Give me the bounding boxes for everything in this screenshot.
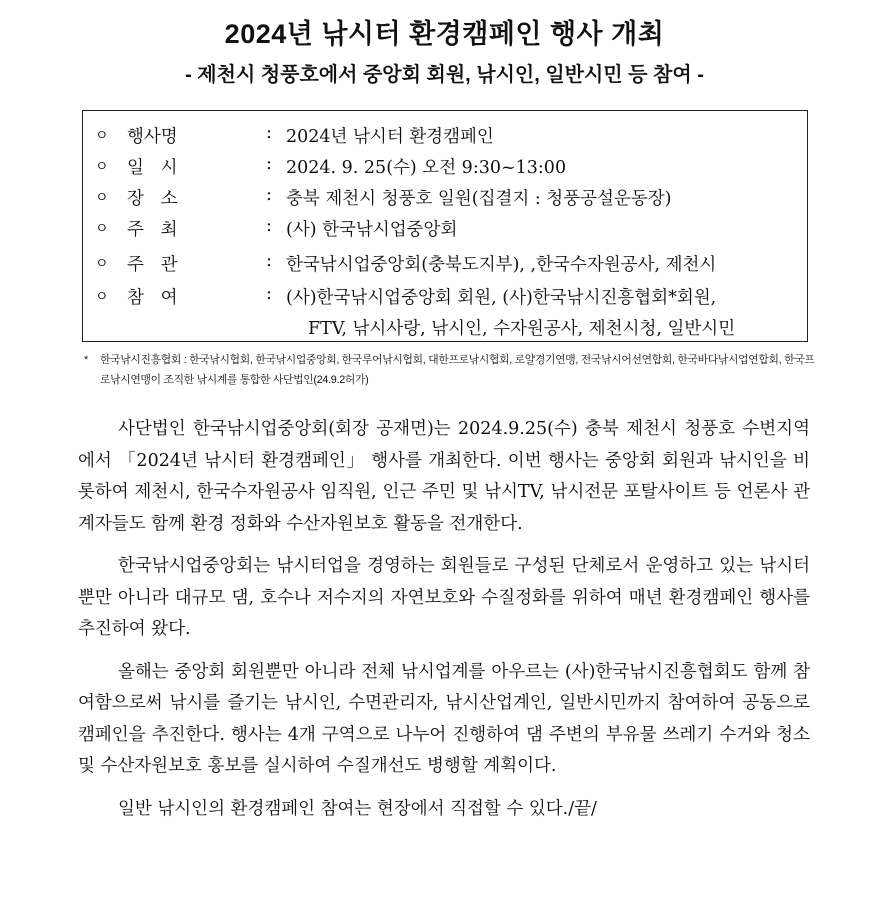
info-label: 장 소 <box>127 189 178 209</box>
info-value: 충북 제천시 청풍호 일원(집결지 : 청풍공설운동장) <box>286 189 672 209</box>
info-row-datetime <box>83 154 809 184</box>
bullet-marker: ㅇ <box>95 159 109 175</box>
footnote-marker: * <box>84 354 88 366</box>
bullet-marker: ㅇ <box>95 256 109 272</box>
info-row-participants <box>83 284 809 314</box>
paragraph: 올해는 중앙회 회원뿐만 아니라 전체 낚시업계를 아우르는 (사)한국낚시진흥협회도 함께 참여함으로써 낚시를 즐기는 낚시인, 수면관리자, 낚시산업계인, 일반시민까지 참여하여 공동으로 캠페인을 추진한다. 행사는 4개 구역으로 나누어 진행하여 댐 주변의 부유물 쓰레기 수거와 청소 및 수산자원보호 홍보를 실시하여 수질개선도 병행할 계획이다. <box>78 661 810 776</box>
info-label: 일 시 <box>127 158 178 178</box>
info-value: (사) 한국낚시업중앙회 <box>286 220 458 240</box>
paragraph: 사단법인 한국낚시업중앙회(회장 공재면)는 2024.9.25(수) 충북 제천시 청풍호 수변지역에서 「2024년 낚시터 환경캠페인」 행사를 개최한다. 이번 행사는 중앙회 회원과 낚시인을 비롯하여 제천시, 한국수자원공사 임직원, 인근 주민 및 낚시TV, 낚시전문 포탈사이트 등 언론사 관계자들도 함께 환경 정화와 수산자원보호 활동을 전개한다. <box>78 419 810 534</box>
info-colon: : <box>266 251 272 271</box>
paragraph: 일반 낚시인의 환경캠페인 참여는 현장에서 직접할 수 있다./끝/ <box>118 798 597 819</box>
info-value: 2024년 낚시터 환경캠페인 <box>286 127 494 147</box>
bullet-marker: ㅇ <box>95 221 109 237</box>
info-row-host <box>83 216 809 246</box>
info-label: 주 최 <box>127 220 178 240</box>
body-text <box>78 414 810 836</box>
bullet-marker: ㅇ <box>95 190 109 206</box>
paragraph: 한국낚시업중앙회는 낚시터업을 경영하는 회원들로 구성된 단체로서 운영하고 있는 낚시터뿐만 아니라 대규모 댐, 호수나 저수지의 자연보호와 수질정화를 위하여 매년 환경캠페인 행사를 추진하여 왔다. <box>78 556 810 639</box>
page-subtitle: - 제천시 청풍호에서 중앙회 회원, 낚시인, 일반시민 등 참여 - <box>185 64 704 86</box>
info-participants-continuation: FTV, 낚시사랑, 낚시인, 수자원공사, 제천시청, 일반시민 <box>308 319 736 339</box>
info-colon: : <box>266 216 272 236</box>
info-value: (사)한국낚시업중앙회 회원, (사)한국낚시진흥협회*회원, <box>286 288 717 308</box>
info-row-location <box>83 185 809 215</box>
info-row-event-name <box>83 123 809 153</box>
info-colon: : <box>266 154 272 174</box>
info-label: 참 여 <box>127 288 178 308</box>
footnote-text: 한국낚시진흥협회 : 한국낚시협회, 한국낚시업중앙회, 한국루어낚시협회, 대한프로낚시협회, 로얄경기연맹, 전국낚시어선연합회, 한국바다낚시업연합회, 한국프로낚시연맹이 조직한 낚시계를 통합한 사단법인(24.9.2허가) <box>100 354 815 386</box>
info-label: 주 관 <box>127 255 178 275</box>
event-info-box <box>82 110 808 342</box>
info-colon: : <box>266 123 272 143</box>
bullet-marker: ㅇ <box>95 128 109 144</box>
info-row-organizer <box>83 251 809 281</box>
info-label: 행사명 <box>127 127 178 147</box>
info-value: 2024. 9. 25(수) 오전 9:30~13:00 <box>286 158 567 178</box>
bullet-marker: ㅇ <box>95 289 109 305</box>
info-colon: : <box>266 185 272 205</box>
info-value: 한국낚시업중앙회(충북도지부), ,한국수자원공사, 제천시 <box>286 255 717 275</box>
page-title: 2024년 낚시터 환경캠페인 행사 개최 <box>224 19 665 49</box>
info-colon: : <box>266 284 272 304</box>
